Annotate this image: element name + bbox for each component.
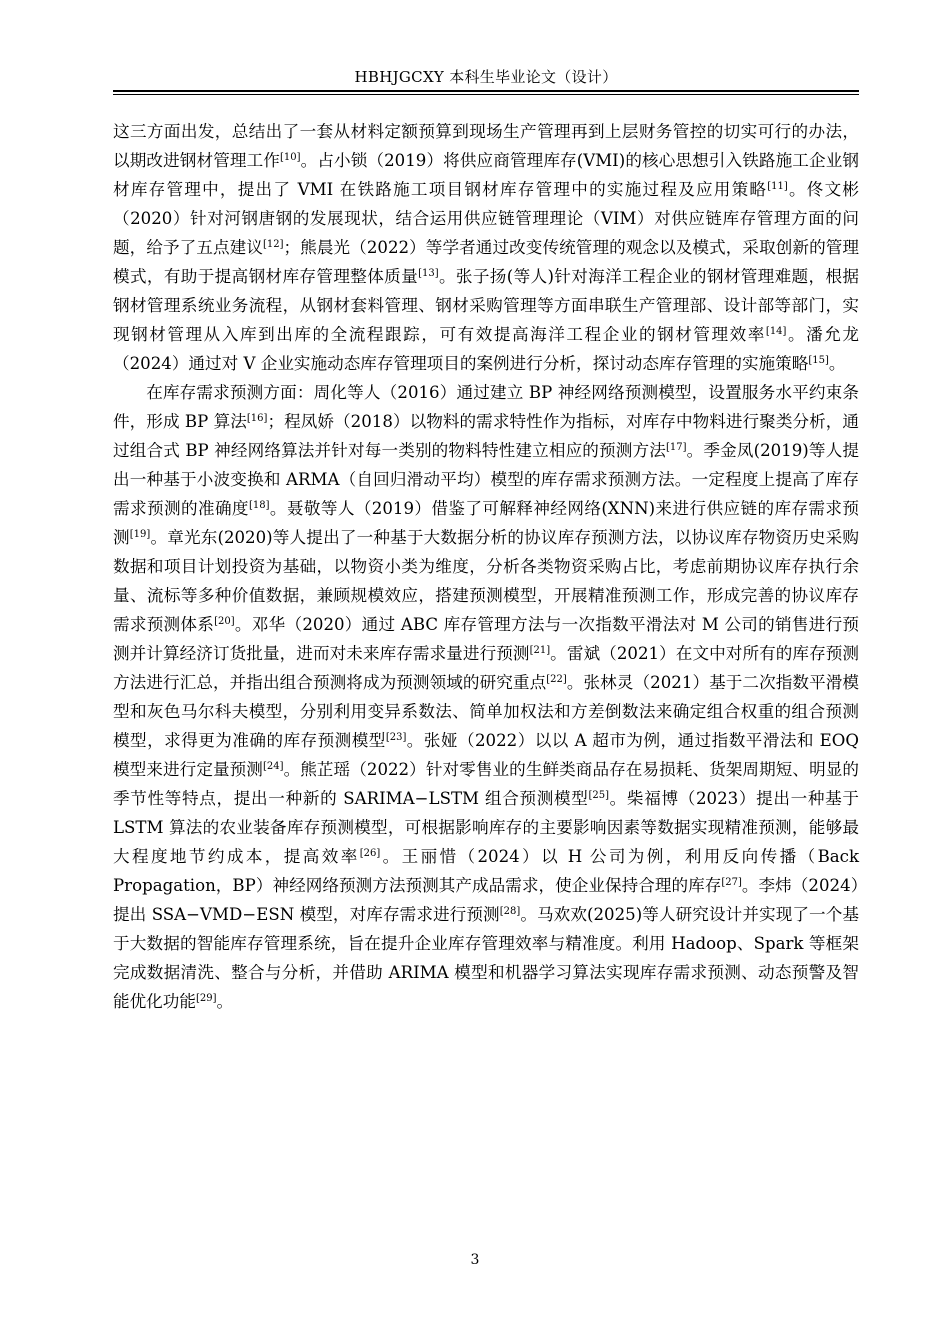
citation-marker: [23] (385, 732, 407, 743)
citation-marker: [11] (767, 181, 788, 192)
text-run: 。张子扬(等人)针对海洋工程企业的钢材管理难题，根据钢材管理系统业务流程，从钢材套料管理、钢材采购管理等方面串联生产管理部、设计部等部门，实现钢材管理从入库到出库的全流程跟踪，可有效提高海洋工程企业的钢材管理效率 (113, 267, 859, 344)
citation-marker: [15] (808, 355, 829, 366)
citation-marker: [29] (195, 993, 217, 1004)
text-run: 。王丽惜（2024）以 H 公司为例，利用反向传播（Back Propagation，BP）神经网络预测方法预测其产成品需求，使企业保持合理的库存 (113, 847, 860, 895)
text-run: 在库存需求预测方面：周化等人（2016）通过建立 BP 神经网络预测模型，设置服务水平约束条件，形成 BP 算法 (113, 383, 859, 431)
text-run: 。柴福博（2023）提出一种基于 LSTM 算法的农业装备库存预测模型，可根据影响库存的主要影响因素等数据实现精准预测，能够最大程度地节约成本，提高效率 (113, 789, 859, 866)
text-run: 。 (216, 992, 234, 1011)
body-text (113, 117, 859, 1016)
text-run: 。聂敬等人（2019）借鉴了可解释神经网络(XNN)来进行供应链的库存需求预测 (113, 499, 860, 547)
page-number: 3 (470, 1252, 480, 1268)
citation-marker: [24] (262, 761, 284, 772)
text-run: 。雷斌（2021）在文中对所有的库存预测方法进行汇总，并指出组合预测将成为预测领域的研究重点 (113, 644, 860, 692)
text-run: 。李炜（2024）提出 SSA−VMD−ESN 模型，对库存需求进行预测 (113, 876, 859, 924)
citation-marker: [27] (721, 877, 742, 888)
citation-marker: [17] (665, 442, 687, 453)
citation-marker: [20] (214, 616, 235, 627)
citation-marker: [28] (499, 906, 521, 917)
text-run: 。邓华（2020）通过 ABC 库存管理方法与一次指数平滑法对 M 公司的销售进行预测并计算经济订货批量，进而对未来库存需求量进行预测 (113, 615, 860, 663)
body-paragraph (113, 117, 859, 378)
citation-marker: [21] (529, 645, 551, 656)
text-run: 。佟文彬（2020）针对河钢唐钢的发展现状，结合运用供应链管理理论（VIM）对供应链库存管理方面的问题，给予了五点建议 (113, 180, 860, 257)
text-run: 。张娅（2022）以以 A 超市为例，通过指数平滑法和 EOQ 模型来进行定量预测 (113, 731, 859, 779)
text-run: 。季金凤(2019)等人提出一种基于小波变换和 ARMA（自回归滑动平均）模型的库存需求预测方法。一定程度上提高了库存需求预测的准确度 (113, 441, 859, 518)
header-rule-thick (113, 90, 859, 92)
citation-marker: [19] (129, 529, 151, 540)
citation-marker: [12] (262, 239, 284, 250)
citation-marker: [16] (246, 413, 268, 424)
text-run: 。马欢欢(2025)等人研究设计并实现了一个基于大数据的智能库存管理系统，旨在提升企业库存管理效率与精准度。利用 Hadoop、Spark 等框架完成数据清洗、整合与分析，并借助 ARIMA 模型和机器学习算法实现库存需求预测、动态预警及智能优化功能 (113, 905, 859, 1011)
text-run: 。张林灵（2021）基于二次指数平滑模型和灰色马尔科夫模型，分别利用变异系数法、简单加权法和方差倒数法来确定组合权重的组合预测模型，求得更为准确的库存预测模型 (113, 673, 860, 750)
text-run: 。 (828, 354, 846, 373)
text-run: 。潘允龙（2024）通过对 V 企业实施动态库存管理项目的案例进行分析，探讨动态库存管理的实施策略 (113, 325, 859, 373)
citation-marker: [22] (546, 674, 567, 685)
citation-marker: [25] (588, 790, 610, 801)
text-run: 这三方面出发，总结出了一套从材料定额预算到现场生产管理再到上层财务管控的切实可行的办法，以期改进钢材管理工作 (113, 122, 859, 170)
text-run: 。章光东(2020)等人提出了一种基于大数据分析的协议库存预测方法，以协议库存物资历史采购数据和项目计划投资为基础，以物资小类为维度，分析各类物资采购占比，考虑前期协议库存执行余量、流标等多种价值数据，兼顾规模效应，搭建预测模型，开展精准预测工作，形成完善的协议库存需求预测体系 (113, 528, 860, 634)
text-run: 。占小锁（2019）将供应商管理库存(VMI)的核心思想引入铁路施工企业钢材库存管理中，提出了 VMI 在铁路施工项目钢材库存管理中的实施过程及应用策略 (113, 151, 859, 199)
text-run: 。熊芷瑶（2022）针对零售业的生鲜类商品存在易损耗、货架周期短、明显的季节性等特点，提出一种新的 SARIMA−LSTM 组合预测模型 (113, 760, 859, 808)
citation-marker: [14] (765, 326, 787, 337)
running-header: HBHJGCXY 本科生毕业论文（设计） (354, 68, 618, 86)
text-run: ；熊晨光（2022）等学者通过改变传统管理的观念以及模式，采取创新的管理模式，有助于提高钢材库存管理整体质量 (113, 238, 859, 286)
citation-marker: [10] (279, 152, 301, 163)
citation-marker: [13] (418, 268, 439, 279)
text-run: ；程凤娇（2018）以物料的需求特性作为指标，对库存中物料进行聚类分析，通过组合式 BP 神经网络算法并针对每一类别的物料特性建立相应的预测方法 (113, 412, 859, 460)
citation-marker: [26] (359, 848, 381, 859)
body-paragraph (113, 378, 859, 1016)
header-rule-thin (113, 94, 859, 95)
citation-marker: [18] (248, 500, 270, 511)
